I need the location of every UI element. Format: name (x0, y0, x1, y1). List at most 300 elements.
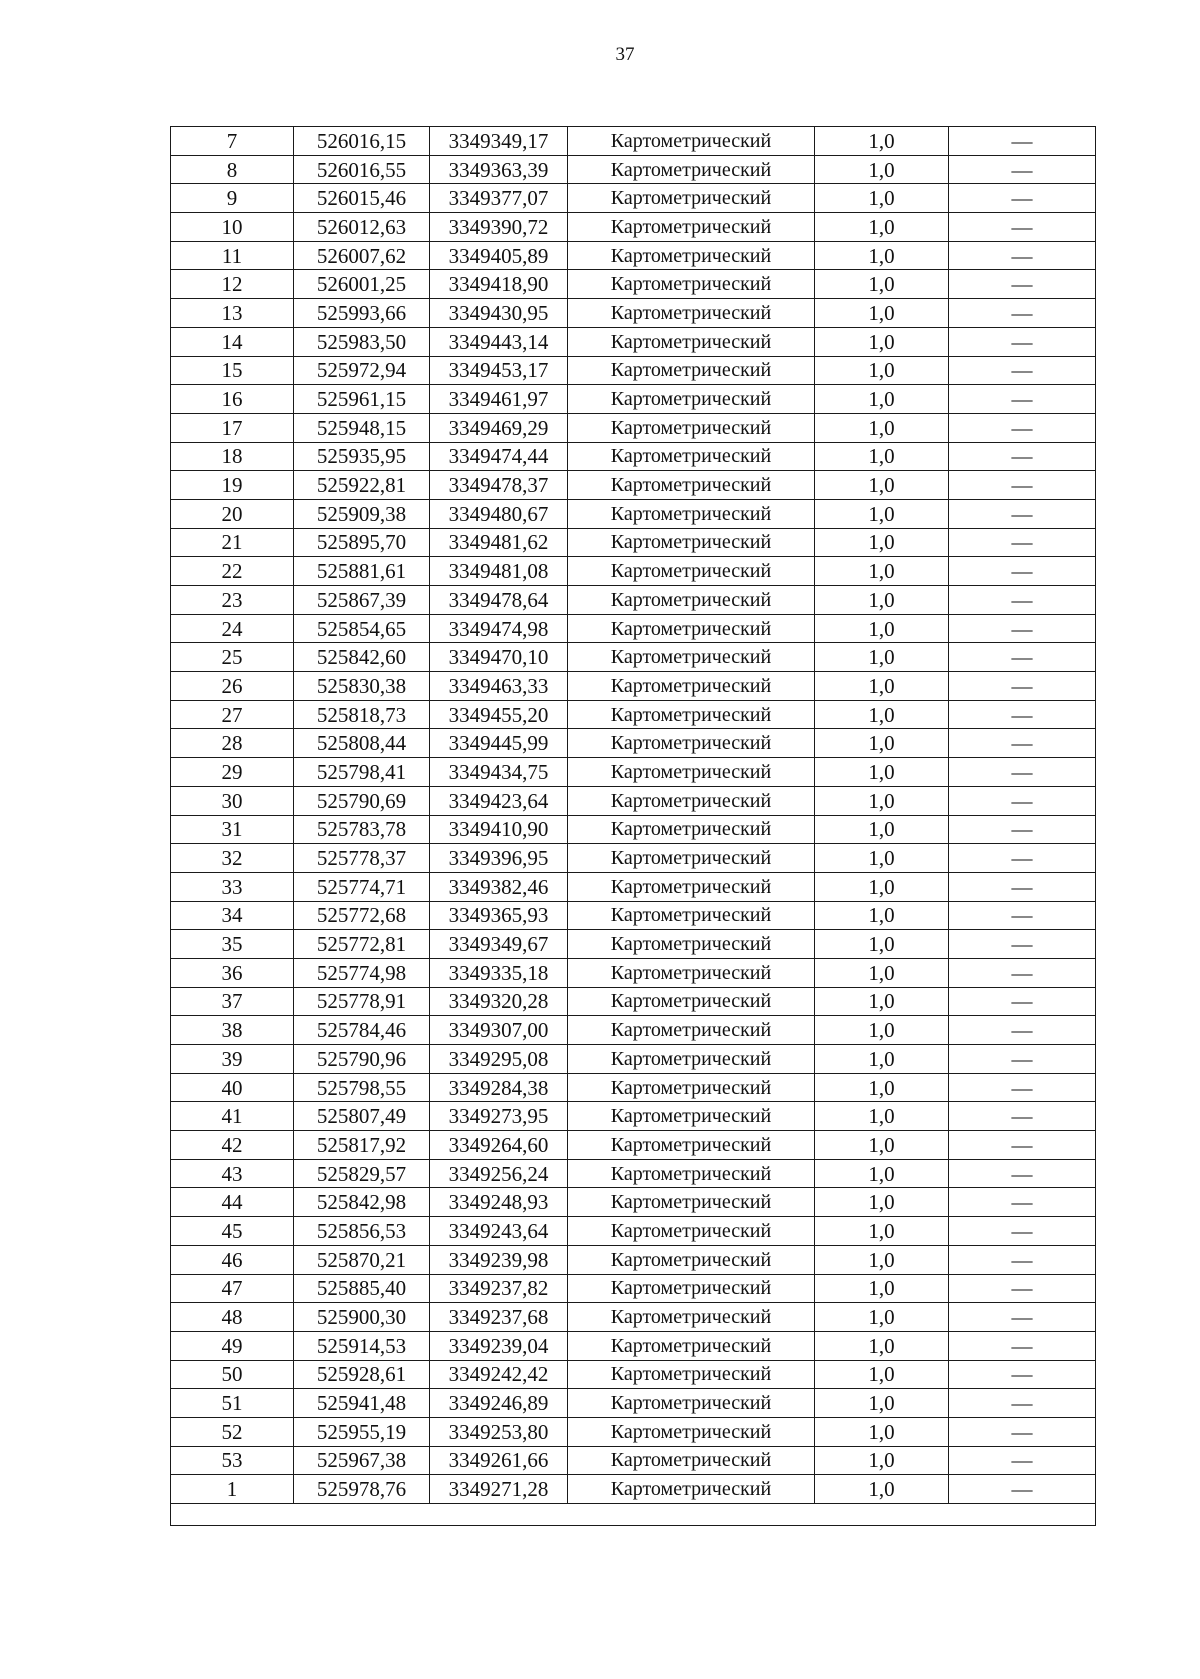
x-coordinate-cell: 525854,65 (294, 614, 430, 643)
method-cell: Картометрический (568, 1475, 815, 1504)
x-coordinate-cell: 525798,55 (294, 1073, 430, 1102)
table-row (171, 1360, 1096, 1389)
y-coordinate-cell: 3349480,67 (430, 499, 568, 528)
table-row (171, 958, 1096, 987)
y-coordinate-cell: 3349377,07 (430, 184, 568, 213)
x-coordinate-cell: 525774,71 (294, 872, 430, 901)
x-coordinate-cell: 525983,50 (294, 327, 430, 356)
point-number-cell: 41 (171, 1102, 294, 1131)
accuracy-cell: 1,0 (815, 155, 949, 184)
x-coordinate-cell: 525967,38 (294, 1446, 430, 1475)
x-coordinate-cell: 525955,19 (294, 1417, 430, 1446)
y-coordinate-cell: 3349390,72 (430, 213, 568, 242)
table-row (171, 786, 1096, 815)
y-coordinate-cell: 3349335,18 (430, 958, 568, 987)
method-cell: Картометрический (568, 1102, 815, 1131)
point-number-cell: 48 (171, 1303, 294, 1332)
method-cell: Картометрический (568, 1159, 815, 1188)
point-number-cell: 8 (171, 155, 294, 184)
x-coordinate-cell: 526016,15 (294, 127, 430, 156)
accuracy-cell: 1,0 (815, 1303, 949, 1332)
accuracy-cell: 1,0 (815, 213, 949, 242)
y-coordinate-cell: 3349349,17 (430, 127, 568, 156)
method-cell: Картометрический (568, 614, 815, 643)
method-cell: Картометрический (568, 672, 815, 701)
x-coordinate-cell: 525783,78 (294, 815, 430, 844)
x-coordinate-cell: 525842,60 (294, 643, 430, 672)
accuracy-cell: 1,0 (815, 127, 949, 156)
table-row (171, 729, 1096, 758)
point-number-cell: 39 (171, 1045, 294, 1074)
point-number-cell: 49 (171, 1331, 294, 1360)
y-coordinate-cell: 3349253,80 (430, 1417, 568, 1446)
x-coordinate-cell: 525993,66 (294, 299, 430, 328)
accuracy-cell: 1,0 (815, 844, 949, 873)
table-row (171, 901, 1096, 930)
y-coordinate-cell: 3349423,64 (430, 786, 568, 815)
x-coordinate-cell: 526016,55 (294, 155, 430, 184)
method-cell: Картометрический (568, 499, 815, 528)
y-coordinate-cell: 3349363,39 (430, 155, 568, 184)
y-coordinate-cell: 3349261,66 (430, 1446, 568, 1475)
x-coordinate-cell: 525914,53 (294, 1331, 430, 1360)
method-cell: Картометрический (568, 528, 815, 557)
point-number-cell: 28 (171, 729, 294, 758)
x-coordinate-cell: 525881,61 (294, 557, 430, 586)
table-row (171, 155, 1096, 184)
point-number-cell: 33 (171, 872, 294, 901)
x-coordinate-cell: 525870,21 (294, 1245, 430, 1274)
method-cell: Картометрический (568, 872, 815, 901)
accuracy-cell: 1,0 (815, 1217, 949, 1246)
table-row (171, 1245, 1096, 1274)
x-coordinate-cell: 525778,37 (294, 844, 430, 873)
y-coordinate-cell: 3349295,08 (430, 1045, 568, 1074)
y-coordinate-cell: 3349349,67 (430, 930, 568, 959)
method-cell: Картометрический (568, 901, 815, 930)
y-coordinate-cell: 3349307,00 (430, 1016, 568, 1045)
point-number-cell: 35 (171, 930, 294, 959)
description-cell: — (949, 1446, 1096, 1475)
point-number-cell: 24 (171, 614, 294, 643)
coordinates-table-body (171, 127, 1096, 1526)
method-cell: Картометрический (568, 1073, 815, 1102)
description-cell: — (949, 1303, 1096, 1332)
accuracy-cell: 1,0 (815, 327, 949, 356)
y-coordinate-cell: 3349271,28 (430, 1475, 568, 1504)
table-row (171, 1045, 1096, 1074)
method-cell: Картометрический (568, 1389, 815, 1418)
x-coordinate-cell: 525867,39 (294, 586, 430, 615)
y-coordinate-cell: 3349443,14 (430, 327, 568, 356)
point-number-cell: 44 (171, 1188, 294, 1217)
description-cell: — (949, 1417, 1096, 1446)
method-cell: Картометрический (568, 786, 815, 815)
description-cell: — (949, 872, 1096, 901)
table-row (171, 1217, 1096, 1246)
table-row (171, 586, 1096, 615)
description-cell: — (949, 729, 1096, 758)
description-cell: — (949, 901, 1096, 930)
table-row (171, 528, 1096, 557)
table-row (171, 356, 1096, 385)
description-cell: — (949, 1073, 1096, 1102)
table-row (171, 1303, 1096, 1332)
description-cell: — (949, 643, 1096, 672)
accuracy-cell: 1,0 (815, 270, 949, 299)
x-coordinate-cell: 525807,49 (294, 1102, 430, 1131)
x-coordinate-cell: 525928,61 (294, 1360, 430, 1389)
point-number-cell: 46 (171, 1245, 294, 1274)
description-cell: — (949, 1360, 1096, 1389)
table-row (171, 127, 1096, 156)
table-row (171, 557, 1096, 586)
point-number-cell: 1 (171, 1475, 294, 1504)
accuracy-cell: 1,0 (815, 1016, 949, 1045)
x-coordinate-cell: 525935,95 (294, 442, 430, 471)
accuracy-cell: 1,0 (815, 471, 949, 500)
method-cell: Картометрический (568, 1217, 815, 1246)
method-cell: Картометрический (568, 155, 815, 184)
table-row (171, 1446, 1096, 1475)
y-coordinate-cell: 3349470,10 (430, 643, 568, 672)
method-cell: Картометрический (568, 471, 815, 500)
x-coordinate-cell: 525790,69 (294, 786, 430, 815)
y-coordinate-cell: 3349463,33 (430, 672, 568, 701)
accuracy-cell: 1,0 (815, 1274, 949, 1303)
empty-cell (171, 1504, 1096, 1526)
y-coordinate-cell: 3349455,20 (430, 700, 568, 729)
y-coordinate-cell: 3349481,08 (430, 557, 568, 586)
table-row (171, 327, 1096, 356)
description-cell: — (949, 1131, 1096, 1160)
point-number-cell: 45 (171, 1217, 294, 1246)
y-coordinate-cell: 3349264,60 (430, 1131, 568, 1160)
accuracy-cell: 1,0 (815, 499, 949, 528)
table-row (171, 471, 1096, 500)
method-cell: Картометрический (568, 1446, 815, 1475)
point-number-cell: 25 (171, 643, 294, 672)
description-cell: — (949, 241, 1096, 270)
method-cell: Картометрический (568, 1045, 815, 1074)
accuracy-cell: 1,0 (815, 1389, 949, 1418)
description-cell: — (949, 471, 1096, 500)
method-cell: Картометрический (568, 758, 815, 787)
y-coordinate-cell: 3349237,82 (430, 1274, 568, 1303)
accuracy-cell: 1,0 (815, 1245, 949, 1274)
table-row (171, 872, 1096, 901)
table-row (171, 1131, 1096, 1160)
method-cell: Картометрический (568, 127, 815, 156)
x-coordinate-cell: 526015,46 (294, 184, 430, 213)
description-cell: — (949, 270, 1096, 299)
x-coordinate-cell: 525961,15 (294, 385, 430, 414)
table-row (171, 815, 1096, 844)
table-row (171, 1331, 1096, 1360)
point-number-cell: 10 (171, 213, 294, 242)
point-number-cell: 27 (171, 700, 294, 729)
point-number-cell: 23 (171, 586, 294, 615)
description-cell: — (949, 614, 1096, 643)
x-coordinate-cell: 525900,30 (294, 1303, 430, 1332)
method-cell: Картометрический (568, 385, 815, 414)
point-number-cell: 22 (171, 557, 294, 586)
point-number-cell: 40 (171, 1073, 294, 1102)
x-coordinate-cell: 525830,38 (294, 672, 430, 701)
method-cell: Картометрический (568, 299, 815, 328)
y-coordinate-cell: 3349481,62 (430, 528, 568, 557)
table-row (171, 758, 1096, 787)
accuracy-cell: 1,0 (815, 1331, 949, 1360)
description-cell: — (949, 815, 1096, 844)
description-cell: — (949, 1389, 1096, 1418)
table-row (171, 987, 1096, 1016)
point-number-cell: 38 (171, 1016, 294, 1045)
y-coordinate-cell: 3349418,90 (430, 270, 568, 299)
x-coordinate-cell: 525784,46 (294, 1016, 430, 1045)
x-coordinate-cell: 525978,76 (294, 1475, 430, 1504)
y-coordinate-cell: 3349239,98 (430, 1245, 568, 1274)
description-cell: — (949, 700, 1096, 729)
description-cell: — (949, 930, 1096, 959)
method-cell: Картометрический (568, 241, 815, 270)
table-row (171, 1274, 1096, 1303)
accuracy-cell: 1,0 (815, 356, 949, 385)
description-cell: — (949, 442, 1096, 471)
accuracy-cell: 1,0 (815, 729, 949, 758)
description-cell: — (949, 356, 1096, 385)
y-coordinate-cell: 3349474,98 (430, 614, 568, 643)
y-coordinate-cell: 3349248,93 (430, 1188, 568, 1217)
description-cell: — (949, 1217, 1096, 1246)
empty-table-row (171, 1504, 1096, 1526)
table-row (171, 1073, 1096, 1102)
accuracy-cell: 1,0 (815, 815, 949, 844)
point-number-cell: 36 (171, 958, 294, 987)
coordinates-table (170, 126, 1096, 1526)
point-number-cell: 14 (171, 327, 294, 356)
y-coordinate-cell: 3349469,29 (430, 413, 568, 442)
y-coordinate-cell: 3349239,04 (430, 1331, 568, 1360)
point-number-cell: 29 (171, 758, 294, 787)
y-coordinate-cell: 3349445,99 (430, 729, 568, 758)
accuracy-cell: 1,0 (815, 1446, 949, 1475)
point-number-cell: 12 (171, 270, 294, 299)
x-coordinate-cell: 525808,44 (294, 729, 430, 758)
point-number-cell: 52 (171, 1417, 294, 1446)
y-coordinate-cell: 3349273,95 (430, 1102, 568, 1131)
accuracy-cell: 1,0 (815, 958, 949, 987)
point-number-cell: 34 (171, 901, 294, 930)
method-cell: Картометрический (568, 442, 815, 471)
point-number-cell: 11 (171, 241, 294, 270)
accuracy-cell: 1,0 (815, 1102, 949, 1131)
x-coordinate-cell: 525817,92 (294, 1131, 430, 1160)
x-coordinate-cell: 525818,73 (294, 700, 430, 729)
accuracy-cell: 1,0 (815, 1188, 949, 1217)
point-number-cell: 50 (171, 1360, 294, 1389)
description-cell: — (949, 155, 1096, 184)
method-cell: Картометрический (568, 958, 815, 987)
x-coordinate-cell: 525790,96 (294, 1045, 430, 1074)
accuracy-cell: 1,0 (815, 528, 949, 557)
description-cell: — (949, 528, 1096, 557)
accuracy-cell: 1,0 (815, 930, 949, 959)
table-row (171, 1188, 1096, 1217)
method-cell: Картометрический (568, 729, 815, 758)
accuracy-cell: 1,0 (815, 1159, 949, 1188)
y-coordinate-cell: 3349430,95 (430, 299, 568, 328)
accuracy-cell: 1,0 (815, 643, 949, 672)
description-cell: — (949, 1274, 1096, 1303)
x-coordinate-cell: 525909,38 (294, 499, 430, 528)
accuracy-cell: 1,0 (815, 385, 949, 414)
y-coordinate-cell: 3349453,17 (430, 356, 568, 385)
y-coordinate-cell: 3349284,38 (430, 1073, 568, 1102)
x-coordinate-cell: 525972,94 (294, 356, 430, 385)
table-row (171, 184, 1096, 213)
description-cell: — (949, 958, 1096, 987)
accuracy-cell: 1,0 (815, 442, 949, 471)
x-coordinate-cell: 526012,63 (294, 213, 430, 242)
method-cell: Картометрический (568, 643, 815, 672)
table-row (171, 1417, 1096, 1446)
point-number-cell: 7 (171, 127, 294, 156)
description-cell: — (949, 299, 1096, 328)
x-coordinate-cell: 525856,53 (294, 1217, 430, 1246)
table-row (171, 299, 1096, 328)
accuracy-cell: 1,0 (815, 1360, 949, 1389)
method-cell: Картометрический (568, 1417, 815, 1446)
point-number-cell: 51 (171, 1389, 294, 1418)
point-number-cell: 16 (171, 385, 294, 414)
point-number-cell: 37 (171, 987, 294, 1016)
point-number-cell: 47 (171, 1274, 294, 1303)
x-coordinate-cell: 526007,62 (294, 241, 430, 270)
y-coordinate-cell: 3349243,64 (430, 1217, 568, 1246)
point-number-cell: 9 (171, 184, 294, 213)
method-cell: Картометрический (568, 1188, 815, 1217)
y-coordinate-cell: 3349365,93 (430, 901, 568, 930)
accuracy-cell: 1,0 (815, 586, 949, 615)
method-cell: Картометрический (568, 557, 815, 586)
description-cell: — (949, 987, 1096, 1016)
point-number-cell: 21 (171, 528, 294, 557)
point-number-cell: 30 (171, 786, 294, 815)
accuracy-cell: 1,0 (815, 1475, 949, 1504)
description-cell: — (949, 1475, 1096, 1504)
y-coordinate-cell: 3349478,37 (430, 471, 568, 500)
y-coordinate-cell: 3349396,95 (430, 844, 568, 873)
table-row (171, 643, 1096, 672)
accuracy-cell: 1,0 (815, 901, 949, 930)
method-cell: Картометрический (568, 1245, 815, 1274)
method-cell: Картометрический (568, 1016, 815, 1045)
y-coordinate-cell: 3349405,89 (430, 241, 568, 270)
method-cell: Картометрический (568, 1131, 815, 1160)
method-cell: Картометрический (568, 1303, 815, 1332)
x-coordinate-cell: 525772,68 (294, 901, 430, 930)
method-cell: Картометрический (568, 930, 815, 959)
description-cell: — (949, 499, 1096, 528)
x-coordinate-cell: 525922,81 (294, 471, 430, 500)
accuracy-cell: 1,0 (815, 184, 949, 213)
x-coordinate-cell: 525778,91 (294, 987, 430, 1016)
accuracy-cell: 1,0 (815, 987, 949, 1016)
x-coordinate-cell: 525948,15 (294, 413, 430, 442)
point-number-cell: 32 (171, 844, 294, 873)
point-number-cell: 17 (171, 413, 294, 442)
table-row (171, 844, 1096, 873)
method-cell: Картометрический (568, 586, 815, 615)
description-cell: — (949, 127, 1096, 156)
accuracy-cell: 1,0 (815, 700, 949, 729)
method-cell: Картометрический (568, 1274, 815, 1303)
description-cell: — (949, 844, 1096, 873)
y-coordinate-cell: 3349474,44 (430, 442, 568, 471)
method-cell: Картометрический (568, 1360, 815, 1389)
point-number-cell: 18 (171, 442, 294, 471)
description-cell: — (949, 413, 1096, 442)
accuracy-cell: 1,0 (815, 1417, 949, 1446)
point-number-cell: 53 (171, 1446, 294, 1475)
method-cell: Картометрический (568, 356, 815, 385)
description-cell: — (949, 1045, 1096, 1074)
accuracy-cell: 1,0 (815, 1131, 949, 1160)
point-number-cell: 20 (171, 499, 294, 528)
point-number-cell: 26 (171, 672, 294, 701)
table-row (171, 270, 1096, 299)
description-cell: — (949, 213, 1096, 242)
method-cell: Картометрический (568, 213, 815, 242)
x-coordinate-cell: 526001,25 (294, 270, 430, 299)
accuracy-cell: 1,0 (815, 614, 949, 643)
table-row (171, 241, 1096, 270)
y-coordinate-cell: 3349461,97 (430, 385, 568, 414)
y-coordinate-cell: 3349434,75 (430, 758, 568, 787)
point-number-cell: 31 (171, 815, 294, 844)
accuracy-cell: 1,0 (815, 241, 949, 270)
x-coordinate-cell: 525941,48 (294, 1389, 430, 1418)
x-coordinate-cell: 525829,57 (294, 1159, 430, 1188)
table-row (171, 1475, 1096, 1504)
method-cell: Картометрический (568, 844, 815, 873)
y-coordinate-cell: 3349256,24 (430, 1159, 568, 1188)
table-row (171, 499, 1096, 528)
accuracy-cell: 1,0 (815, 672, 949, 701)
table-row (171, 672, 1096, 701)
table-row (171, 213, 1096, 242)
method-cell: Картометрический (568, 413, 815, 442)
description-cell: — (949, 1188, 1096, 1217)
description-cell: — (949, 1159, 1096, 1188)
point-number-cell: 42 (171, 1131, 294, 1160)
accuracy-cell: 1,0 (815, 557, 949, 586)
description-cell: — (949, 327, 1096, 356)
accuracy-cell: 1,0 (815, 872, 949, 901)
accuracy-cell: 1,0 (815, 786, 949, 815)
table-row (171, 1102, 1096, 1131)
description-cell: — (949, 672, 1096, 701)
description-cell: — (949, 758, 1096, 787)
x-coordinate-cell: 525885,40 (294, 1274, 430, 1303)
y-coordinate-cell: 3349410,90 (430, 815, 568, 844)
point-number-cell: 13 (171, 299, 294, 328)
table-row (171, 1159, 1096, 1188)
method-cell: Картометрический (568, 1331, 815, 1360)
point-number-cell: 19 (171, 471, 294, 500)
accuracy-cell: 1,0 (815, 758, 949, 787)
